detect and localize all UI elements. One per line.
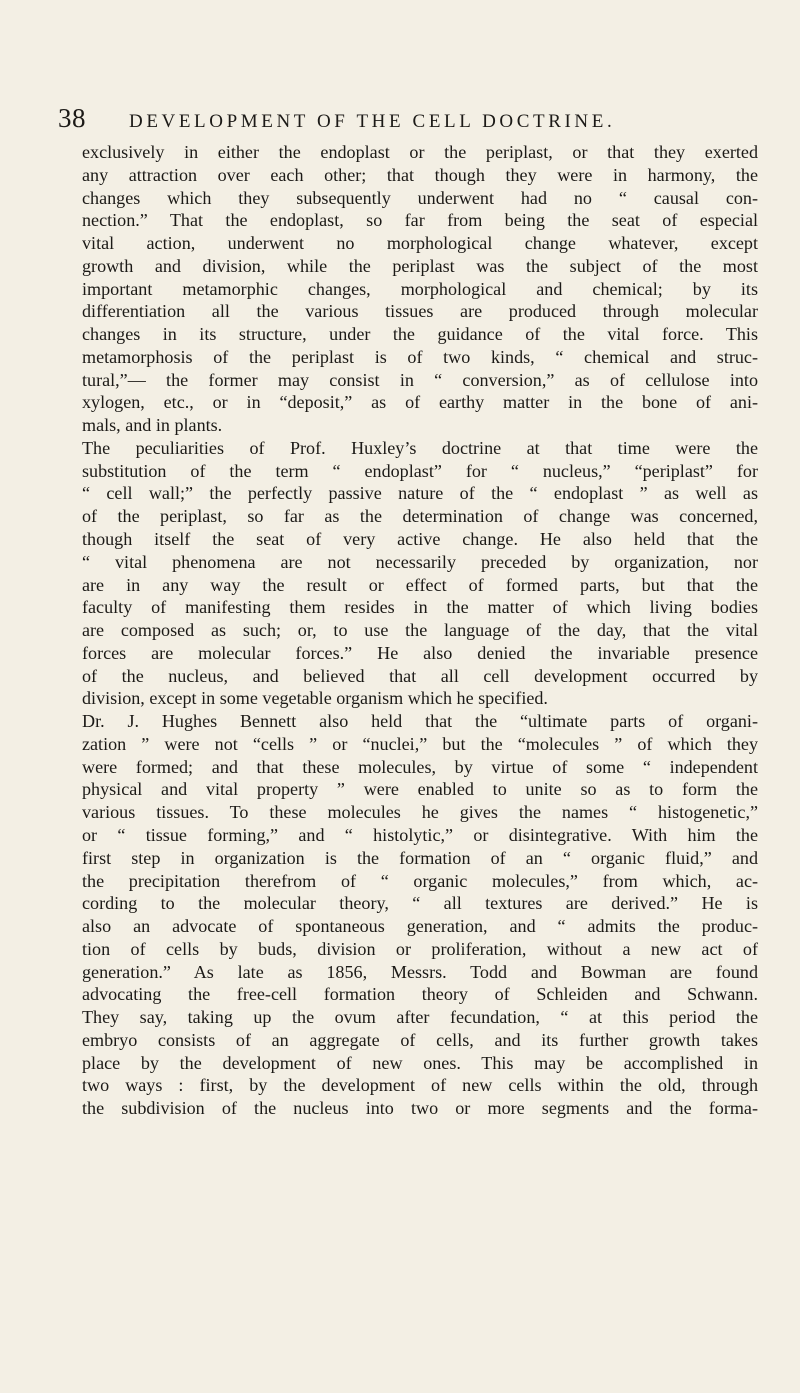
text-line: mals, and in plants. — [82, 415, 223, 436]
text-line: physical and vital property ” were enabled to unite so as to form the — [82, 779, 758, 800]
text-line: differentiation all the various tissues are produced through molecular — [82, 301, 758, 322]
text-line: are composed as such; or, to use the language of the day, that the vital — [82, 620, 758, 641]
text-line: place by the development of new ones. This may be accomplished in — [82, 1052, 758, 1073]
text-line: division, except in some vegetable organism which he specified. — [82, 688, 548, 709]
text-line: two ways : first, by the development of new cells within the old, through — [82, 1075, 758, 1096]
text-line: the precipitation therefrom of “ organic molecules,” from which, ac- — [82, 870, 758, 891]
text-line: cording to the molecular theory, “ all textures are derived.” He is — [82, 893, 758, 914]
text-line: The peculiarities of Prof. Huxley’s doctrine at that time were the — [82, 437, 758, 458]
text-line: “ vital phenomena are not necessarily preceded by organization, nor — [82, 551, 758, 572]
text-line: “ cell wall;” the perfectly passive nature of the “ endoplast ” as well as — [82, 483, 758, 504]
text-line: or “ tissue forming,” and “ histolytic,” or disintegrative. With him the — [82, 824, 758, 845]
text-line: xylogen, etc., or in “deposit,” as of earthy matter in the bone of ani- — [82, 392, 758, 413]
text-line: various tissues. To these molecules he gives the names “ histogenetic,” — [82, 802, 758, 823]
text-line: first step in organization is the formation of an “ organic fluid,” and — [82, 847, 758, 868]
page-number: 38 — [58, 103, 86, 133]
text-line: also an advocate of spontaneous generation, and “ admits the produc- — [82, 916, 758, 937]
text-line: growth and division, while the periplast was the subject of the most — [82, 255, 758, 276]
text-line: nection.” That the endoplast, so far from being the seat of especial — [82, 210, 758, 231]
text-line: tural,”— the former may consist in “ conversion,” as of cellulose into — [82, 369, 758, 390]
text-line: metamorphosis of the periplast is of two kinds, “ chemical and struc- — [82, 346, 758, 367]
text-line: tion of cells by buds, division or proliferation, without a new act of — [82, 938, 758, 959]
text-line: any attraction over each other; that though they were in harmony, the — [82, 164, 758, 185]
text-line: embryo consists of an aggregate of cells, and its further growth takes — [82, 1029, 758, 1050]
text-line: substitution of the term “ endoplast” for “ nucleus,” “periplast” for — [82, 460, 758, 481]
text-line: changes which they subsequently underwent had no “ causal con- — [82, 187, 758, 208]
text-line: are in any way the result or effect of formed parts, but that the — [82, 574, 758, 595]
text-line: zation ” were not “cells ” or “nuclei,” but the “molecules ” of which they — [82, 733, 758, 754]
running-title: DEVELOPMENT OF THE CELL DOCTRINE. — [129, 111, 616, 132]
text-line: They say, taking up the ovum after fecundation, “ at this period the — [82, 1007, 758, 1028]
text-line: generation.” As late as 1856, Messrs. Todd and Bowman are found — [82, 961, 758, 982]
text-line: exclusively in either the endoplast or the periplast, or that they exerted — [82, 142, 758, 162]
text-line: forces are molecular forces.” He also denied the invariable presence — [82, 642, 758, 663]
text-line: the subdivision of the nucleus into two or more segments and the forma- — [82, 1098, 758, 1119]
text-line: changes in its structure, under the guidance of the vital force. This — [82, 324, 758, 345]
text-line: important metamorphic changes, morphological and chemical; by its — [82, 278, 758, 299]
running-head — [58, 103, 758, 137]
text-line: faculty of manifesting them resides in the matter of which living bodies — [82, 597, 758, 618]
text-line: of the nucleus, and believed that all cell development occurred by — [82, 665, 758, 686]
text-line: were formed; and that these molecules, by virtue of some “ independent — [82, 756, 758, 777]
body-text — [82, 141, 758, 1120]
text-line: though itself the seat of very active change. He also held that the — [82, 529, 758, 550]
text-line: advocating the free-cell formation theory of Schleiden and Schwann. — [82, 984, 758, 1005]
text-line: Dr. J. Hughes Bennett also held that the “ultimate parts of organi- — [82, 711, 758, 732]
text-line: of the periplast, so far as the determination of change was concerned, — [82, 506, 758, 527]
text-line: vital action, underwent no morphological change whatever, except — [82, 233, 758, 254]
